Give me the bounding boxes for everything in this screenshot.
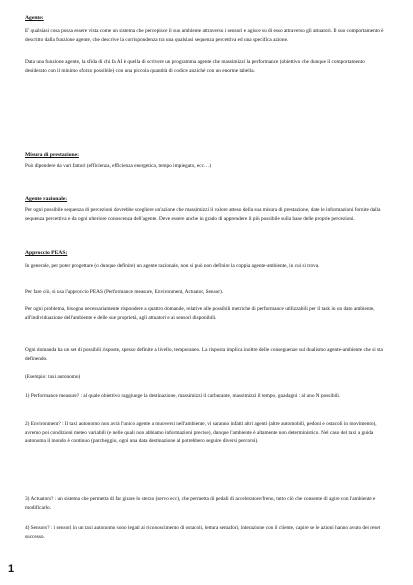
razionale-paragraph-1: Per ogni possibile sequenza di percezioni dovrebbe scegliere un'azione che massimizzi il valore atteso della sua misura di prestazione, date le informazioni fornite dalla sequenza percettiva e da ogni ulteriore conoscenza dell'agente. Deve essere anche in grado di apprendere il più possibile sulla base delle proprie percezioni. (25, 207, 381, 222)
agente-paragraph-1: E' qualsiasi cosa possa essere vista come un sistema che percepisce il suo ambiente attraverso i sensori e agisce su di esso attraverso gli attuatori. Il suo comportamento è descritto dalla funzione agente, che descrive la corrispondenza tra una qualsiasi sequenza percettiva ed una specifica azione. (25, 28, 384, 43)
section-heading-razionale: Agente razionale: (25, 196, 68, 202)
peas-paragraph-6: 1) Performance measure? : al quale obiettivo raggiunge la destinazione, massimizzi il carburante, massimizzi il tempo, guadagni : al uno N possibili. (25, 393, 341, 399)
peas-paragraph-1: In generale, per poter progettare (o dunque definire) un agente razionale, non si può non definire la coppia agente-ambiente, in cui si trova. (25, 263, 320, 269)
peas-paragraph-2: Per fare ciò, si usa l'approccio PEAS (Performance measure, Environment, Actuator, Sensor). (25, 289, 224, 295)
peas-paragraph-4: Ogni domanda ha un set di possibili risposte, spesso definite a livello, temporaneo. La risposta implica inoltre delle conseguenze sul dualismo agente-ambiente che si sta definendo. (25, 347, 383, 362)
misura-paragraph-1: Può dipendere da vari fattori (efficienza, efficienza energetica, tempo impiegato, ecc…) (25, 163, 212, 169)
peas-paragraph-9: 4) Sensors? : i sensori in un taxi autonomo sono legati ai riconoscimento di ostacoli, lettura semafori, interazione con il cliente, capire se le azioni hanno avuto dei reset successo. (25, 525, 381, 540)
section-heading-misura: Misura di prestazione: (25, 152, 79, 158)
peas-paragraph-3: Per ogni problema, bisogna necessariamente rispondere a quattro domande, relative alle possibili metriche di performance utilizzabili per il task in un dato ambiente, all'individuazione dell'ambiente e delle sue proprietà, agli attuatori e ai sensori disponibili. (25, 306, 375, 321)
peas-paragraph-7: 2) Environment? : Il taxi autonomo non avrà l'unico agente a muoversi nell'ambiente, vi saranno infatti altri agenti (altre automobili, pedoni e ostacoli in movimento), avremo poi condizioni meteo variabili (e nelle quali non abbiamo informazioni precise), dunque l'ambiente è altamente non deterministico. Nel caso del taxi a guida autonoma il mondo è continuo (parcheggio, ogni una data destinazione al potrebbero seguire diversi percorsi). (25, 421, 377, 445)
peas-paragraph-8: 3) Actuators? : un sistema che permetta di far girare lo sterzo (servo ecc), che permetta di pedali di acceleratore/freno, tutto ciò che consente di agire con l'ambiente e modificarlo. (25, 496, 376, 511)
section-heading-peas: Approccio PEAS: (25, 250, 68, 256)
section-heading-agente: Agente: (25, 15, 44, 21)
peas-paragraph-5: (Esempio: taxi autonomo) (25, 374, 81, 380)
page-number: 1 (8, 563, 15, 575)
agente-paragraph-2: Data una funzione agente, la sfida di chi fa AI è quella di scrivere un programma agente che massimizzi la performance (obiettivo che dunque il comportamento desiderato con il minimo sforzo possibile) con una piccola quantità di codice anziché con un enorme tabella. (25, 59, 365, 74)
